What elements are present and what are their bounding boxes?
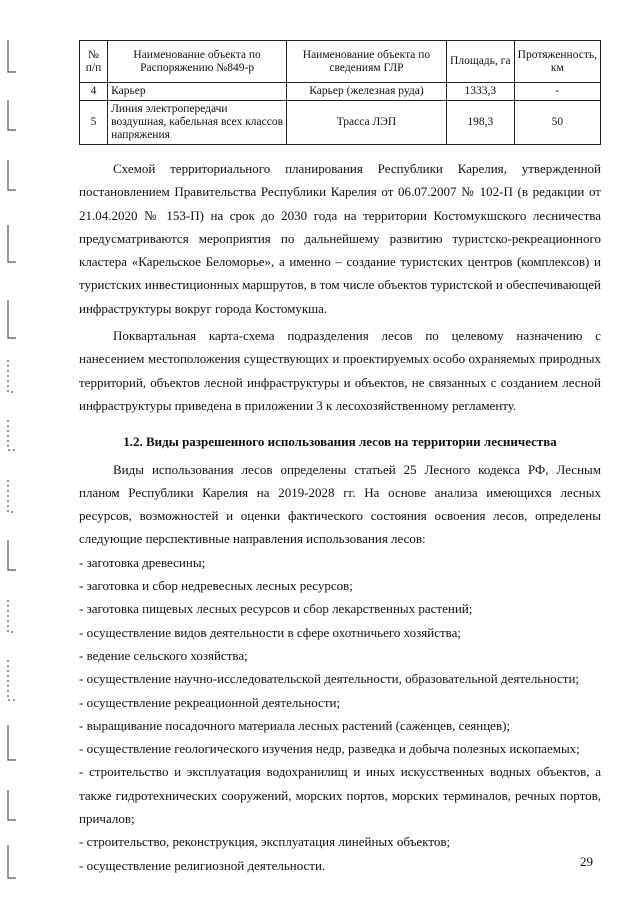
list-item: - заготовка и сбор недревесных лесных ресурсов; <box>79 578 353 594</box>
table-header-cell: Площадь, га <box>446 41 514 83</box>
list-item: - осуществление научно-исследовательской деятельности, образовательной деятельности; <box>79 671 580 687</box>
section-heading: 1.2. Виды разрешенного использования лесов на территории лесничества <box>123 434 557 450</box>
forest-use-list <box>79 551 601 877</box>
list-item: - строительство и эксплуатация водохранилищ и иных искусственных водных объектов, а также гидротехнических сооружений, морских портов, морских терминалов, речных портов, причалов; <box>79 764 601 827</box>
paragraph-territorial-planning: Схемой территориального планирования Республики Карелия, утвержденной постановлением Правительства Республики Карелия от 06.07.2007 № 102-П (в редакции от 21.04.2020 № 153-П) на срок до 2030 года на территории Костомукшского лесничества предусматриваются мероприятия по дальнейшему развитию туристско-рекреационного кластера «Карельское Беломорье», а именно – создание туристских центров (комплексов) и туристских инвестиционных маршрутов, в том числе объектов туристской и обеспечивающей инфраструктуры вокруг города Костомукша. <box>79 161 601 316</box>
table-cell: Карьер <box>108 83 287 101</box>
list-item: - заготовка древесины; <box>79 554 206 570</box>
list-item: - осуществление религиозной деятельности. <box>79 857 326 873</box>
table-cell: 4 <box>80 83 108 101</box>
list-item: - осуществление видов деятельности в сфере охотничьего хозяйства; <box>79 624 461 640</box>
table-cell: 50 <box>514 101 600 145</box>
table-cell: Трасса ЛЭП <box>287 101 447 145</box>
table-header-cell: № п/п <box>80 41 108 83</box>
table-cell: Карьер (железная руда) <box>287 83 447 101</box>
document-page <box>79 40 601 877</box>
list-item: - строительство, реконструкция, эксплуатация линейных объектов; <box>79 834 451 850</box>
paragraph-map-scheme: Поквартальная карта-схема подразделения лесов по целевому назначению с нанесением местоположения существующих и проектируемых особо охраняемых природных территорий, объектов лесной инфраструктуры и объектов, не связанных с созданием лесной инфраструктуры приведена в приложении 3 к лесохозяйственному регламенту. <box>79 328 601 413</box>
table-cell: 198,3 <box>446 101 514 145</box>
list-item: - заготовка пищевых лесных ресурсов и сбор лекарственных растений; <box>79 601 473 617</box>
table-header-cell: Наименование объекта по сведениям ГЛР <box>287 41 447 83</box>
table-header-cell: Протяженность, км <box>514 41 600 83</box>
table-header-row <box>80 41 601 83</box>
table-cell: 1333,3 <box>446 83 514 101</box>
list-item: - осуществление рекреационной деятельности; <box>79 694 341 710</box>
table-row <box>80 83 601 101</box>
list-item: - ведение сельского хозяйства; <box>79 647 248 663</box>
list-item: - осуществление геологического изучения недр, разведка и добыча полезных ископаемых; <box>79 741 580 757</box>
page-number: 29 <box>580 854 593 869</box>
table-cell: 5 <box>80 101 108 145</box>
table-cell: Линия электропередачи воздушная, кабельная всех классов напряжения <box>108 101 287 145</box>
paragraph-forest-use-types: Виды использования лесов определены статьей 25 Лесного кодекса РФ, Лесным планом Республики Карелия на 2019-2028 гг. На основе анализа имеющихся лесных ресурсов, возможностей и оценки фактического состояния освоения лесов, определены следующие перспективные направления использования лесов: <box>79 461 601 547</box>
binding-margin-marks <box>0 0 30 905</box>
table-row <box>80 101 601 145</box>
table-header-cell: Наименование объекта по Распоряжению №849-р <box>108 41 287 83</box>
objects-table <box>79 40 601 145</box>
table-cell: - <box>514 83 600 101</box>
list-item: - выращивание посадочного материала лесных растений (саженцев, сеянцев); <box>79 717 511 733</box>
